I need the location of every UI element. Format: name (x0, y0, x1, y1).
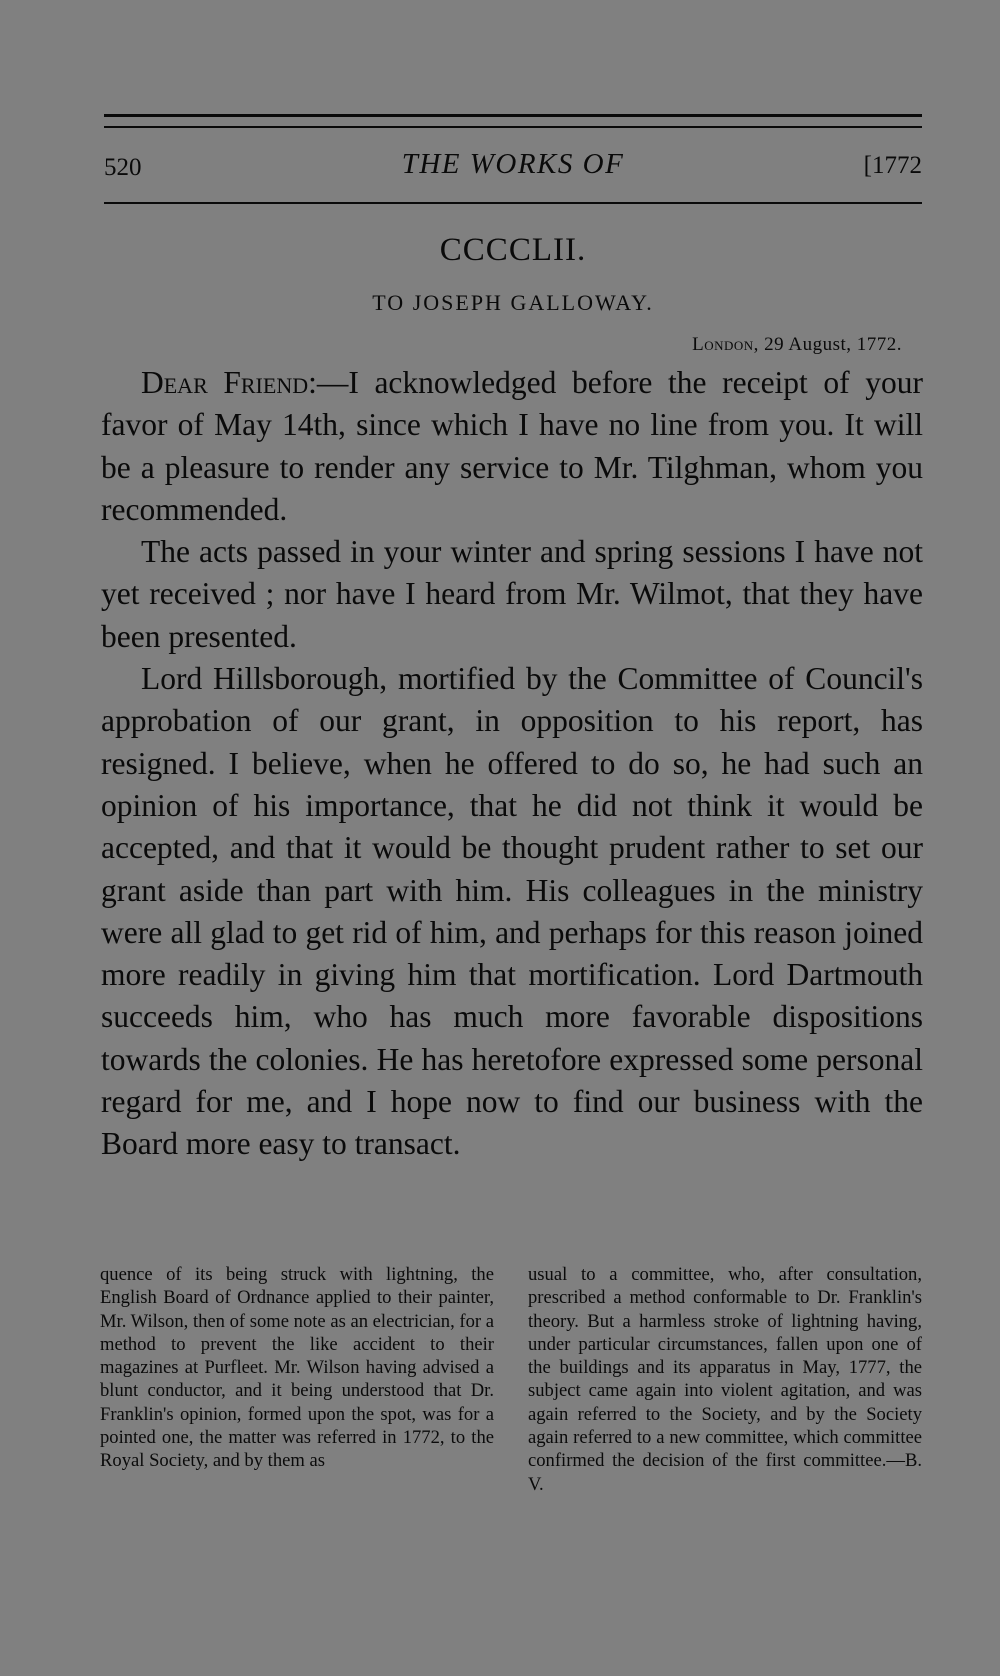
dateline-date: 29 August, 1772. (758, 334, 902, 355)
letter-number: CCCCLII. (439, 232, 587, 268)
page-number: 520 (104, 154, 142, 181)
letter-body (101, 362, 923, 1166)
letter-dateline (692, 334, 902, 356)
paragraph: The acts passed in your winter and spring sessions I have not yet received ; nor have I heard from Mr. Wilmot, that they have been presented. (101, 534, 923, 654)
footnote-left-column: quence of its being struck with lightning, the English Board of Ordnance applied to their painter, Mr. Wilson, then of some note as an electrician, for a method to prevent the like accident to their magazines at Purfleet. Mr. Wilson having advised a blunt conductor, and it being understood that Dr. Franklin's opinion, formed upon the spot, was for a pointed one, the matter was referred in 1772, to the Royal Society, and by them as (100, 1264, 494, 1472)
running-head-year: [1772 (863, 152, 922, 179)
top-rule (104, 114, 922, 117)
footnote (100, 1263, 922, 1496)
letter-recipient: TO JOSEPH GALLOWAY. (372, 290, 654, 315)
paragraph (101, 362, 923, 531)
top-rule-thin (104, 126, 922, 128)
paragraph: Lord Hillsborough, mortified by the Committee of Council's approbation of our grant, in opposition to his report, has resigned. I believe, when he offered to do so, he had such an opinion of his importance, that he did not think it would be accepted, and that it would be thought prudent rather to set our grant aside than part with him. His colleagues in the ministry were all glad to get rid of him, and perhaps for this reason joined more readily in giving him that mortification. Lord Dartmouth succeeds him, who has much more favorable dispositions towards the colonies. He has heretofore expressed some personal regard for me, and I hope now to find our business with the Board more easy to transact. (101, 661, 923, 1162)
running-head-title: THE WORKS OF (401, 148, 625, 180)
footnote-right-column: usual to a committee, who, after consultation, prescribed a method conformable to Dr. Franklin's theory. But a harmless stroke of lightning having, under particular circumstances, fallen upon one of the buildings and its apparatus in May, 1777, the subject came again into violent agitation, and was again referred to the Society, and by the Society again referred to a new committee, which committee confirmed the decision of the first committee.—B. V. (528, 1264, 922, 1495)
salutation: Dear Friend (141, 365, 309, 400)
running-head (104, 148, 922, 188)
header-rule (104, 202, 922, 204)
paragraph-text: :—I acknowledged before the receipt of your favor of May 14th, since which I have no line from you. It will be a pleasure to render any service to Mr. Tilghman, whom you recommended. (101, 365, 923, 527)
dateline-place: London, (692, 334, 759, 355)
